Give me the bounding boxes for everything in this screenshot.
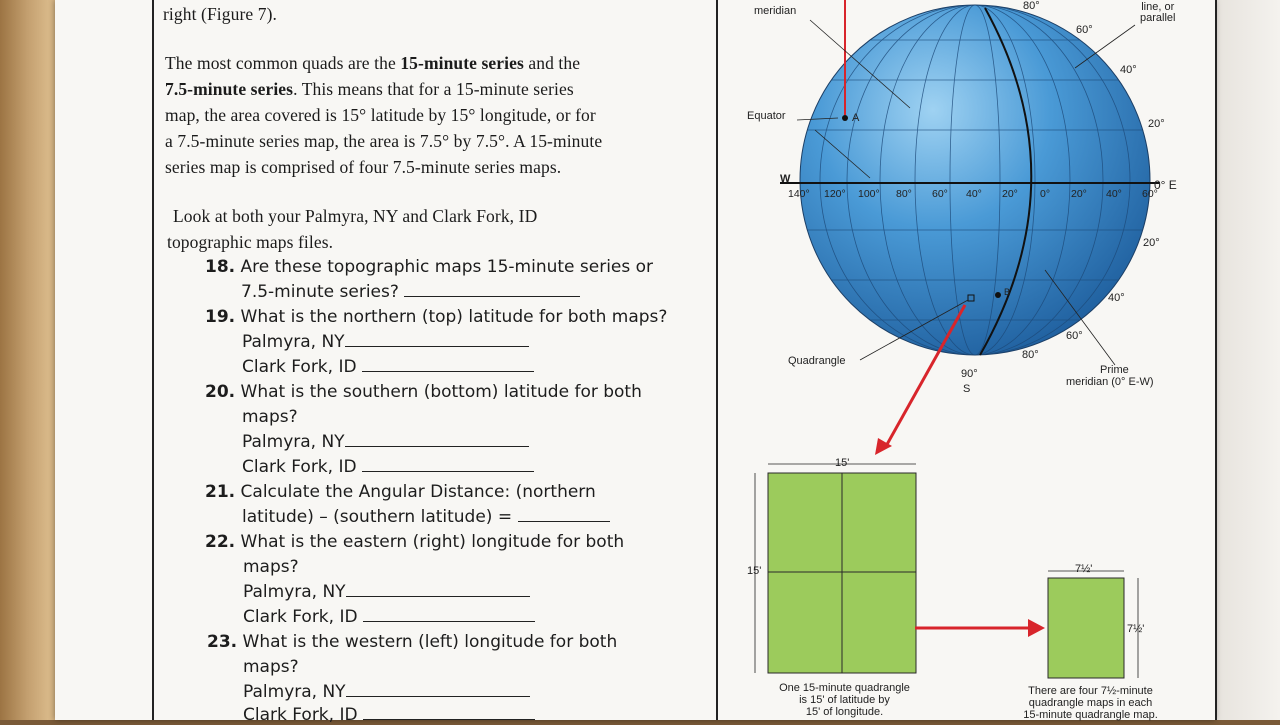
question-number: 21.: [205, 482, 236, 502]
longitude-tick: 60°: [932, 188, 948, 200]
question-number: 22.: [205, 532, 236, 552]
caption-small-quadrangle: [998, 685, 1183, 721]
question-18-line-2: [241, 282, 580, 302]
para-text: and the: [523, 53, 581, 73]
label-parallel: line, or parallel: [1140, 1, 1176, 24]
caption-line: 15' of longitude.: [805, 706, 884, 718]
question-text: Are these topographic maps 15-minute series or: [240, 257, 654, 277]
longitude-tick: 120°: [824, 188, 846, 200]
longitude-tick: 80°: [896, 188, 912, 200]
caption-line: is 15' of latitude by: [799, 694, 890, 706]
para-bold: 15-minute series: [400, 53, 524, 73]
sub-label: Clark Fork, ID: [242, 457, 357, 477]
text-column: [163, 0, 715, 725]
lat-north-80: 80°: [1023, 0, 1040, 12]
q20-clark: [242, 457, 534, 477]
sub-label: Clark Fork, ID: [243, 607, 358, 627]
sub-label: Palmyra, NY: [242, 432, 345, 452]
label-meridian: meridian: [754, 5, 797, 17]
longitude-tick: 140°: [788, 188, 810, 200]
para-text: . This means that for a 15-minute series: [293, 79, 574, 99]
label-e: 0° E: [1154, 178, 1177, 192]
answer-blank-23b[interactable]: [363, 705, 535, 720]
para-bold: 7.5-minute series: [165, 79, 294, 99]
para-line-3: map, the area covered is 15° latitude by 15° longitude, or for: [165, 105, 596, 125]
big-height-label: 15': [747, 565, 762, 577]
lat-south-60: 60°: [1066, 330, 1083, 342]
label-s90: 90°: [961, 368, 978, 380]
question-text: latitude) – (southern latitude) =: [242, 507, 513, 527]
question-number: 23.: [207, 632, 238, 652]
answer-blank-23a[interactable]: [346, 682, 530, 697]
answer-blank-22a[interactable]: [346, 582, 530, 597]
caption-line: One 15-minute quadrangle: [779, 682, 910, 694]
longitude-tick: 20°: [1071, 188, 1087, 200]
label-prime-2: meridian (0° E-W): [1066, 376, 1154, 388]
longitude-tick: 100°: [858, 188, 880, 200]
small-quadrangle: [1048, 578, 1124, 678]
longitude-tick: 40°: [1106, 188, 1122, 200]
q19-clark: [242, 357, 534, 377]
question-22-line-2: maps?: [243, 557, 299, 577]
question-text: What is the eastern (right) longitude for both: [240, 532, 625, 552]
caption-line: quadrangle maps in each: [1028, 697, 1153, 709]
answer-blank-19b[interactable]: [362, 357, 534, 372]
caption-big-quadrangle: [752, 682, 937, 718]
top-line: right (Figure 7).: [163, 4, 277, 24]
question-text: What is the northern (top) latitude for both maps?: [240, 307, 668, 327]
point-a: [842, 115, 848, 121]
center-column-rule: [716, 0, 718, 720]
longitude-tick: 40°: [966, 188, 982, 200]
answer-blank-20b[interactable]: [362, 457, 534, 472]
lat-south-40: 40°: [1108, 292, 1125, 304]
question-21: [205, 482, 596, 502]
intro-line-1: Look at both your Palmyra, NY and Clark Fork, ID: [173, 206, 538, 226]
answer-blank-20a[interactable]: [345, 432, 529, 447]
question-text: What is the western (left) longitude for both: [242, 632, 618, 652]
sub-label: Palmyra, NY: [243, 682, 346, 702]
left-column-rule: [152, 0, 154, 720]
longitude-tick: 20°: [1002, 188, 1018, 200]
question-23-line-2: maps?: [243, 657, 299, 677]
answer-blank-21[interactable]: [518, 507, 610, 522]
small-height-label: 7½': [1127, 623, 1145, 635]
big-width-label: 15': [835, 457, 850, 469]
para-line-5: series map is comprised of four 7.5-minute series maps.: [165, 157, 562, 177]
lat-north-40: 40°: [1120, 64, 1137, 76]
label-point-a: A: [852, 112, 860, 124]
question-23: [207, 632, 617, 652]
sub-label: Palmyra, NY: [243, 582, 346, 602]
label-point-b: B: [1004, 287, 1011, 297]
q23-palmyra: [243, 682, 530, 702]
q19-palmyra: [242, 332, 529, 352]
question-number: 20.: [205, 382, 236, 402]
small-width-label: 7½': [1075, 563, 1093, 575]
para-text: The most common quads are the: [165, 53, 401, 73]
question-text: 7.5-minute series?: [241, 282, 399, 302]
question-text: What is the southern (bottom) latitude for both: [240, 382, 642, 402]
question-20-line-2: maps?: [242, 407, 298, 427]
question-20: [205, 382, 642, 402]
right-column-rule: [1215, 0, 1217, 720]
lat-north-60: 60°: [1076, 24, 1093, 36]
question-number: 19.: [205, 307, 236, 327]
answer-blank-19a[interactable]: [345, 332, 529, 347]
label-w: W: [780, 173, 791, 185]
sub-label: Palmyra, NY: [242, 332, 345, 352]
q22-palmyra: [243, 582, 530, 602]
longitude-tick: 0°: [1040, 188, 1051, 200]
q20-palmyra: [242, 432, 529, 452]
lat-north-20: 20°: [1148, 118, 1165, 130]
question-21-line-2: [242, 507, 610, 527]
sub-label: Clark Fork, ID: [243, 705, 358, 725]
para-line-1: [165, 53, 580, 74]
answer-blank-18[interactable]: [404, 282, 580, 297]
point-b: [995, 292, 1001, 298]
caption-line: 15-minute quadrangle map.: [1023, 709, 1158, 721]
lat-south-80: 80°: [1022, 349, 1039, 361]
label-quadrangle: Quadrangle: [788, 355, 846, 367]
q22-clark: [243, 607, 535, 627]
intro-line-2: topographic maps files.: [167, 232, 334, 252]
background-right: [1210, 0, 1280, 720]
answer-blank-22b[interactable]: [363, 607, 535, 622]
caption-line: There are four 7½-minute: [1028, 685, 1153, 697]
para-line-2: [165, 79, 574, 100]
question-number: 18.: [205, 257, 236, 277]
question-18: [205, 257, 653, 277]
para-line-4: a 7.5-minute series map, the area is 7.5° by 7.5°. A 15-minute: [165, 131, 603, 151]
red-arrow-2-head: [1028, 619, 1045, 637]
sub-label: Clark Fork, ID: [242, 357, 357, 377]
lat-south-20: 20°: [1143, 237, 1160, 249]
label-s: S: [963, 383, 971, 395]
q23-clark: [243, 705, 535, 725]
question-text: Calculate the Angular Distance: (northern: [240, 482, 596, 502]
question-22: [205, 532, 624, 552]
longitude-tick: 60°: [1142, 188, 1158, 200]
label-equator: Equator: [747, 110, 786, 122]
label-prime-1: Prime: [1100, 364, 1129, 376]
question-19: [205, 307, 667, 327]
